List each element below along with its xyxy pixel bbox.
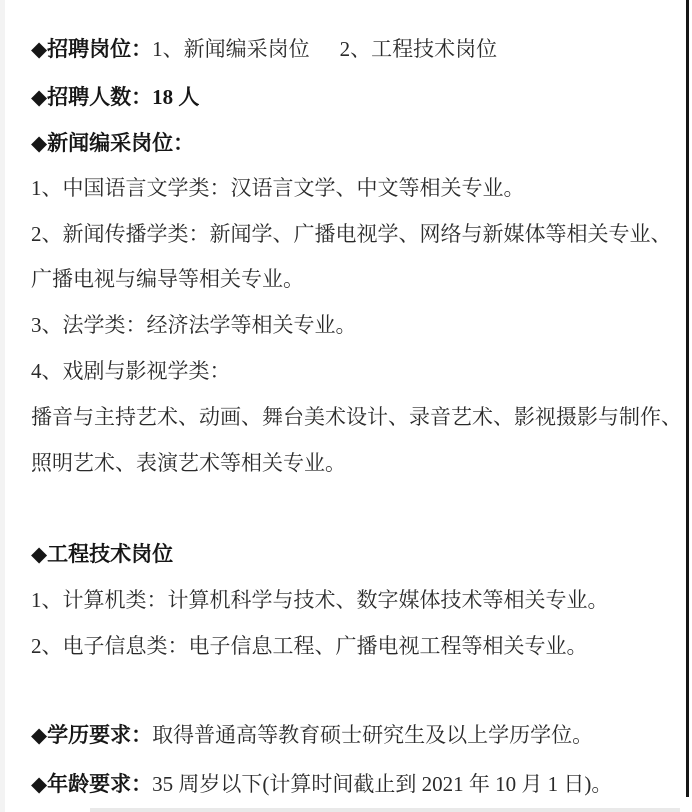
item-law: [31, 312, 357, 338]
left-edge-shadow: [0, 0, 5, 812]
item-chinese-language-text: 1、中国语言文学类：汉语言文学、中文等相关专业。: [31, 176, 525, 200]
line-age-requirement: [31, 771, 612, 797]
bottom-edge-shadow: [90, 808, 680, 812]
item-drama-majors-continuation: [31, 450, 346, 476]
item-computer: [31, 587, 609, 613]
item-law-text: 3、法学类：经济法学等相关专业。: [31, 313, 357, 337]
item-drama-majors-continuation-text: 照明艺术、表演艺术等相关专业。: [31, 451, 346, 475]
position-2-engineering: 2、工程技术岗位: [339, 37, 498, 61]
item-journalism: [31, 221, 672, 247]
position-1-news-editing: 1、新闻编采岗位: [152, 37, 310, 61]
line-recruit-positions: [31, 36, 497, 62]
item-drama-majors: [31, 404, 682, 430]
education-requirement-value: 取得普通高等教育硕士研究生及以上学历学位。: [152, 723, 594, 747]
engineering-heading-text: ◆工程技术岗位: [31, 542, 174, 566]
heading-news-editing-position: [31, 130, 194, 156]
recruit-headcount-text: ◆招聘人数：18 人: [31, 85, 200, 109]
item-electronic-info: [31, 633, 588, 659]
item-drama-film-text: 4、戏剧与影视学类：: [31, 359, 231, 383]
education-requirement-label: ◆学历要求：: [31, 723, 153, 747]
line-recruit-headcount: [31, 84, 199, 110]
age-requirement-label: ◆年龄要求：: [31, 772, 153, 796]
item-computer-text: 1、计算机类：计算机科学与技术、数字媒体技术等相关专业。: [31, 588, 609, 612]
news-editing-heading-text: ◆新闻编采岗位：: [31, 131, 195, 155]
line-education-requirement: [31, 722, 593, 748]
item-chinese-language: [31, 175, 525, 201]
item-journalism-continuation-text: 广播电视与编导等相关专业。: [31, 267, 304, 291]
item-drama-majors-text: 播音与主持艺术、动画、舞台美术设计、录音艺术、影视摄影与制作、: [31, 405, 682, 429]
recruit-positions-label: ◆招聘岗位：: [31, 37, 153, 61]
item-journalism-continuation: [31, 266, 304, 292]
item-drama-film: [31, 358, 231, 384]
item-journalism-text: 2、新闻传播学类：新闻学、广播电视学、网络与新媒体等相关专业、: [31, 222, 672, 246]
age-requirement-value: 35 周岁以下(计算时间截止到 2021 年 10 月 1 日)。: [152, 772, 613, 796]
page-edge-line: [686, 0, 689, 797]
heading-engineering-position: [31, 541, 173, 567]
item-electronic-info-text: 2、电子信息类：电子信息工程、广播电视工程等相关专业。: [31, 634, 588, 658]
